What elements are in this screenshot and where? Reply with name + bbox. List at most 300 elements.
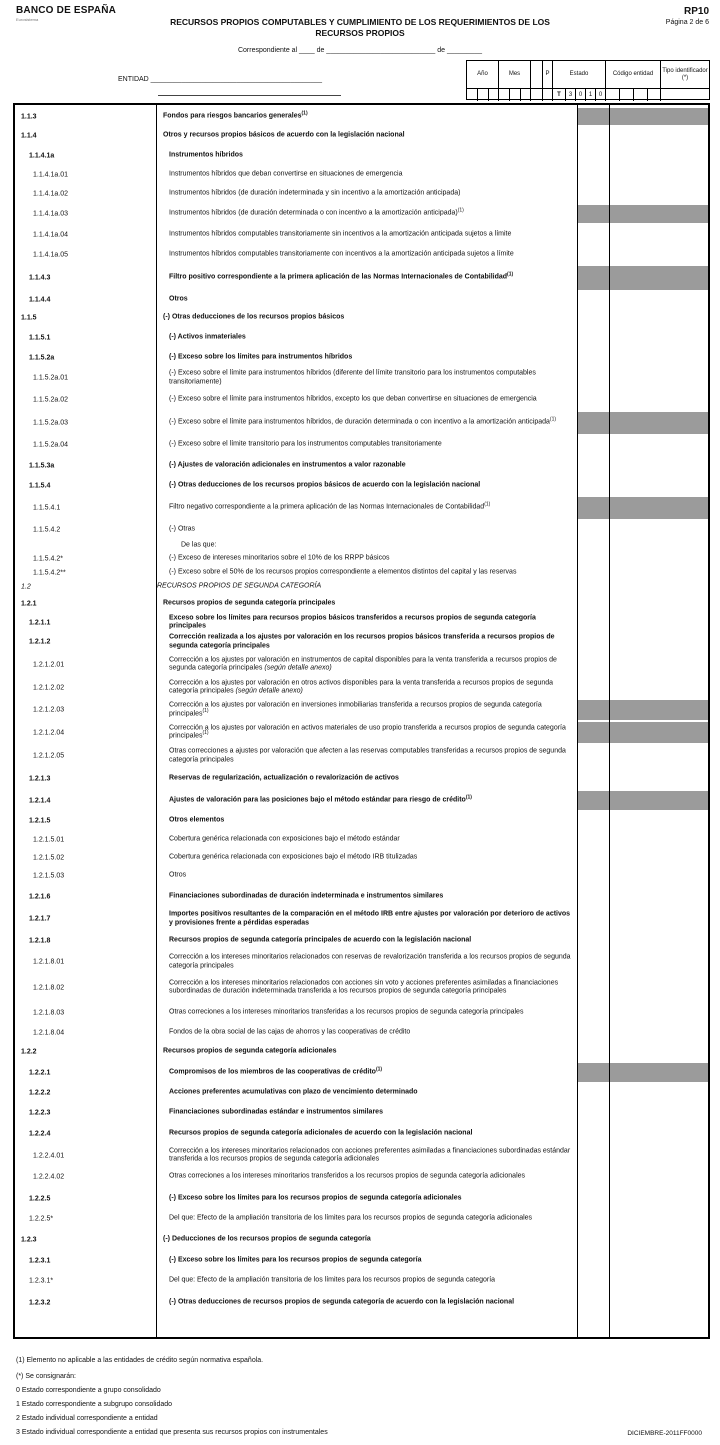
row-description [169,554,573,563]
value-cell-1[interactable] [578,552,609,565]
value-cell-2[interactable] [610,1271,708,1291]
row-code: 1.2.1.8.04 [33,1029,65,1036]
row-description-text: (-) Otras [169,525,196,533]
row-code: 1.1.5.4.2** [33,569,66,576]
value-cell-2 [610,412,708,434]
value-cell-1[interactable] [578,768,609,790]
value-cell-2[interactable] [610,1229,708,1250]
year-cell-2[interactable] [478,89,489,101]
value-cell-1[interactable] [578,811,609,831]
row-description [169,271,573,283]
value-cell-2[interactable] [610,973,708,1002]
value-cell-1[interactable] [578,291,609,308]
table-row [15,291,708,308]
row-code: 1.1.4.1a.05 [33,251,69,259]
value-cell-2[interactable] [610,848,708,867]
row-description [169,1028,573,1037]
table-row [15,245,708,265]
row-description-text: Otros [169,871,187,879]
value-cell-2[interactable] [610,1002,708,1023]
row-description-text: Corrección a los ajustes por valoración en inversiones inmobiliarias transferida a recursos propios de segunda categoría principales [169,701,542,717]
footnote-1: (1) Elemento no aplicable a las entidades de crédito según normativa española. [16,1357,264,1364]
row-description-text: Del que: Efecto de la ampliación transitoria de los límites para los recursos propios de segunda categoría [169,1276,496,1284]
table-row [15,721,708,744]
row-code: 1.2.1.2.01 [33,661,65,668]
row-code: 1.1.5.4.2* [33,555,63,562]
value-cell-2[interactable] [610,520,708,539]
value-cell-1 [578,108,609,125]
value-cell-1[interactable] [578,1166,609,1188]
row-code: 1.1.4.1a.03 [33,210,69,218]
value-cell-2[interactable] [610,580,708,594]
value-cell-1[interactable] [578,1002,609,1023]
row-code: 1.2.2.4 [29,1130,51,1138]
table-row [15,580,708,594]
row-code: 1.1.5.2a.03 [33,419,69,427]
row-code: 1.2.2.1 [29,1069,51,1076]
page-number: Página 2 de 6 [665,19,709,26]
value-cell-1[interactable] [578,476,609,496]
row-code: 1.2.3.1* [29,1277,54,1285]
value-cell-2[interactable] [610,594,708,614]
row-description-text: (-) Exceso sobre el 50% de los recursos propios correspondiente a elementos distintos del capital y las reservas [169,568,517,576]
footnote-6: 3 Estado individual correspondiente a entidad que presenta sus recursos propios con instrumentales [16,1429,328,1436]
table-row [15,614,708,631]
table-row [15,699,708,721]
value-cell-2[interactable] [610,348,708,367]
row-description [169,1256,573,1265]
value-cell-2 [610,266,708,290]
value-cell-1[interactable] [578,1023,609,1042]
row-note: (según detalle anexo) [264,664,332,672]
row-description-text: De las que: [181,541,217,549]
row-description-text: Filtro negativo correspondiente a la primera aplicación de las Normas Internacionales de Contabilidad [169,503,485,511]
table-row [15,496,708,520]
value-cell-2[interactable] [610,126,708,146]
row-description-text: Recursos propios de segunda categoría adicionales [163,1047,337,1055]
table-row [15,411,708,435]
value-cell-2[interactable] [610,885,708,908]
value-cell-2[interactable] [610,614,708,631]
row-description [163,109,573,121]
value-cell-1[interactable] [578,631,609,653]
value-cell-2[interactable] [610,1083,708,1103]
value-cell-2[interactable] [610,1123,708,1145]
value-cell-1[interactable] [578,146,609,165]
row-description [169,910,573,927]
row-description-text: Otros [169,295,188,303]
value-cell-1[interactable] [578,744,609,768]
year-cell-3[interactable] [489,89,499,101]
row-description [169,979,573,996]
row-code: 1.2 [21,583,31,591]
row-description-text: (-) Activos inmateriales [169,333,246,341]
value-cell-1[interactable] [578,367,609,389]
footnote-marker: (1) [457,207,464,214]
table-row [15,308,708,328]
row-description [181,541,573,550]
row-description [169,334,573,343]
row-description [169,416,573,428]
main-table [13,103,710,1339]
row-description-text: Fondos de la obra social de las cajas de ahorros y las cooperativas de crédito [169,1028,411,1036]
value-cell-2[interactable] [610,367,708,389]
value-cell-1[interactable] [578,1250,609,1271]
value-cell-1[interactable] [578,520,609,539]
value-cell-2[interactable] [610,1042,708,1062]
row-description [169,568,573,577]
table-row [15,768,708,790]
row-description [169,396,573,405]
row-code: 1.2.1.5.03 [33,872,65,880]
row-code: 1.2.2.5 [29,1195,51,1202]
entity-code-cell-4[interactable] [648,89,661,101]
value-cell-2[interactable] [610,539,708,552]
row-code: 1.2.2.4.01 [33,1152,65,1159]
value-cell-1[interactable] [578,676,609,699]
row-description-text: (-) Exceso sobre los límites para los recursos propios de segunda categoría adicionales [169,1194,462,1202]
value-cell-1[interactable] [578,1145,609,1166]
footnote-4: 1 Estado correspondiente a subgrupo consolidado [16,1401,173,1408]
value-cell-2 [610,205,708,223]
value-cell-1[interactable] [578,1188,609,1209]
footnote-marker: (1) [202,707,209,714]
row-code: 1.1.5.4 [29,482,51,490]
row-code: 1.1.5.2a.02 [33,396,69,404]
value-cell-2[interactable] [610,552,708,565]
row-description-text: Otros y recursos propios básicos de acuerdo con la legislación nacional [163,131,405,139]
entity-blank-line [158,95,341,96]
row-code: 1.2.1 [21,600,37,608]
table-row [15,1229,708,1250]
row-code: 1.2.2.5* [29,1215,54,1223]
row-code: 1.1.5.2a.01 [33,374,69,382]
value-cell-1[interactable] [578,184,609,204]
row-code: 1.1.5.2a [29,354,55,361]
row-description-text: Corrección realizada a los ajustes por valoración en los recursos propios básicos transferida a recursos propios de segunda categoría principales [169,633,555,649]
value-cell-1[interactable] [578,848,609,867]
row-description [169,724,573,741]
value-cell-2[interactable] [610,291,708,308]
row-description-text: Corrección a los intereses minoritarios relacionados con acciones preferentes asimiladas a financiaciones subordinadas estándar transferida a los recursos propios de segunda categoría adicionales [169,1146,571,1163]
row-description [169,656,573,673]
state-cell-4: 1 [586,89,596,101]
table-row [15,744,708,768]
row-description [169,1109,573,1118]
value-cell-1[interactable] [578,1083,609,1103]
row-code: 1.2.1.2.03 [33,706,65,714]
value-cell-1[interactable] [578,539,609,552]
entity-code-cell-1[interactable] [606,89,620,101]
value-cell-2[interactable] [610,653,708,676]
row-description [163,1048,573,1057]
row-description-text: Corrección a los intereses minoritarios relacionados con reservas de revalorización transferida a los recursos propios de segunda categoría principales [169,953,571,969]
footnote-marker: (1) [549,416,557,423]
table-row [15,1166,708,1188]
table-row [15,1123,708,1145]
table-row [15,676,708,699]
row-description-text: Recursos propios de segunda categoría adicionales de acuerdo con la legislación nacional [169,1129,473,1137]
row-description-text: Fondos para riesgos bancarios generales [163,112,302,120]
value-cell-2[interactable] [610,1209,708,1229]
value-cell-1[interactable] [578,594,609,614]
value-cell-2[interactable] [610,811,708,831]
row-code: 1.2.1.2 [29,638,51,646]
value-cell-2[interactable] [610,631,708,653]
value-cell-2[interactable] [610,1145,708,1166]
value-cell-1[interactable] [578,565,609,580]
row-description-text: (-) Exceso sobre el límite para instrumentos híbridos (diferente del límite transitorio para los instrumentos computables transitoriamente) [169,369,536,385]
table-row [15,539,708,552]
row-description [169,747,573,764]
row-code: 1.2.2.2 [29,1089,51,1097]
row-description-text: Corrección a los ajustes por valoración en activos materiales de uso propio transferida a recursos propios de segunda categoría principales [169,723,566,740]
row-description [169,251,573,260]
row-code: 1.2.1.2.02 [33,684,65,691]
table-row [15,653,708,676]
value-cell-1[interactable] [578,1291,609,1314]
footnote-marker: (1) [375,1065,383,1072]
row-code: 1.2.1.3 [29,775,51,783]
value-cell-1[interactable] [578,951,609,973]
value-cell-1[interactable] [578,580,609,594]
table-row [15,908,708,930]
row-code: 1.2.1.4 [29,797,51,804]
value-cell-1[interactable] [578,1123,609,1145]
entity-line: ENTIDAD ____________________________________________ [118,76,322,83]
row-description [163,314,573,323]
table-row [15,1103,708,1123]
table-row [15,1042,708,1062]
row-description-text: Cobertura genérica relacionada con exposiciones bajo el método IRB titulizadas [169,853,418,861]
value-cell-2[interactable] [610,676,708,699]
value-cell-1[interactable] [578,973,609,1002]
table-row [15,184,708,204]
table-row [15,631,708,653]
table-row [15,848,708,867]
row-description [169,1298,573,1307]
row-description [169,369,573,386]
row-description [169,1215,573,1224]
value-cell-2[interactable] [610,224,708,245]
row-description-text: Otras correcciones a ajustes por valoración que afecten a las reservas computables transferidas a recursos propios de segunda categoría principales [169,747,566,763]
table-row [15,165,708,184]
value-cell-1[interactable] [578,328,609,348]
row-description [163,1235,573,1244]
row-description [169,793,573,805]
value-cell-2[interactable] [610,165,708,184]
row-code: 1.2.2.4.02 [33,1173,65,1181]
row-code: 1.2.1.8.02 [33,984,65,991]
year-cell-1[interactable] [467,89,478,101]
row-description [169,1008,573,1017]
value-cell-2[interactable] [610,1103,708,1123]
value-cell-1[interactable] [578,126,609,146]
value-cell-1[interactable] [578,885,609,908]
value-cell-2[interactable] [610,389,708,411]
row-description [169,525,573,534]
table-row [15,973,708,1002]
row-code: 1.1.5.4.2 [33,526,61,533]
value-cell-1[interactable] [578,930,609,951]
row-description [169,230,573,239]
value-cell-2[interactable] [610,1291,708,1314]
month-cell-2[interactable] [510,89,521,101]
value-cell-2[interactable] [610,328,708,348]
month-cell-3[interactable] [521,89,531,101]
row-description-text: Importes positivos resultantes de la comparación en el método IRB entre ajustes por valoración por deterioro de activos y provisiones frente a pérdidas esperadas [169,910,571,926]
value-cell-1[interactable] [578,224,609,245]
table-row [15,1145,708,1166]
value-cell-2[interactable] [610,930,708,951]
value-cell-1[interactable] [578,1209,609,1229]
row-code: 1.2.1.1 [29,619,51,626]
value-cell-2[interactable] [610,455,708,476]
footnote-marker: (1) [465,793,472,800]
row-description-text: Corrección a los ajustes por valoración en instrumentos de capital disponibles para la venta transferida a recursos propios de segunda categoría principales [169,655,557,672]
row-description [169,953,573,970]
row-description [169,1147,573,1164]
row-description-text: Instrumentos híbridos computables transitoriamente sin incentivos a la amortización anticipada sujetos a límite [169,230,512,238]
value-cell-2[interactable] [610,476,708,496]
row-code: 1.1.5.2a.04 [33,441,69,449]
state-cell-5: 0 [596,89,606,101]
value-cell-1 [578,700,609,720]
row-description [169,936,573,945]
table-row [15,389,708,411]
row-description [163,600,573,609]
row-description [157,583,567,592]
identifier-type-cell[interactable] [661,89,709,101]
value-cell-1[interactable] [578,1271,609,1291]
value-cell-1 [578,497,609,519]
row-code: 1.1.3 [21,113,37,120]
value-cell-1[interactable] [578,614,609,631]
row-description-text: Otras correciones a los intereses minoritarios transferidos a los recursos propios de segunda categoría adicionales [169,1172,526,1180]
table-row [15,594,708,614]
document-title [150,17,570,39]
bank-logo [16,5,116,22]
value-cell-2[interactable] [610,867,708,885]
value-cell-1[interactable] [578,308,609,328]
row-description [169,633,573,650]
value-cell-2[interactable] [610,908,708,930]
value-cell-2[interactable] [610,744,708,768]
row-description-text: (-) Otras deducciones de recursos propios de segunda categoría de acuerdo con la legislación nacional [169,1298,515,1306]
value-cell-2[interactable] [610,435,708,455]
table-row [15,224,708,245]
value-cell-2[interactable] [610,245,708,265]
value-cell-2[interactable] [610,831,708,848]
row-code: 1.1.5.4.1 [33,504,61,512]
entity-code-label: Código entidad [606,61,661,88]
value-cell-1[interactable] [578,1042,609,1062]
row-description [169,817,573,826]
value-cell-1[interactable] [578,435,609,455]
row-description [169,872,573,881]
value-cell-2[interactable] [610,1188,708,1209]
row-code: 1.2.3 [21,1236,37,1243]
table-row [15,1291,708,1314]
value-cell-2 [610,700,708,720]
value-cell-1[interactable] [578,1103,609,1123]
table-row [15,1250,708,1271]
title-line-1: RECURSOS PROPIOS COMPUTABLES Y CUMPLIMIENTO DE LOS REQUERIMIENTOS DE LOS [170,17,550,27]
value-cell-2 [610,497,708,519]
row-code: 1.2.1.5 [29,817,51,825]
value-cell-2[interactable] [610,768,708,790]
blank-header-cell [531,61,543,88]
row-code: 1.2.1.2.05 [33,752,65,760]
row-description [169,441,573,450]
value-cell-1[interactable] [578,831,609,848]
value-cell-1[interactable] [578,1229,609,1250]
value-cell-2[interactable] [610,951,708,973]
month-cell-1[interactable] [499,89,510,101]
state-cell-2: 3 [566,89,576,101]
row-description-text: Ajustes de valoración para las posiciones bajo el método estándar para riesgo de crédito [169,796,466,804]
table-row [15,1002,708,1023]
value-cell-1[interactable] [578,653,609,676]
row-description [169,151,573,160]
row-description [169,679,573,696]
value-cell-2[interactable] [610,146,708,165]
row-description-text: Instrumentos híbridos computables transitoriamente con incentivos a la amortización anticipada sujetos a límite [169,250,514,258]
row-code: 1.1.4.4 [29,296,51,303]
value-cell-1[interactable] [578,867,609,885]
p-cell[interactable] [543,89,553,101]
row-description-text: (-) Otras deducciones de los recursos propios básicos [163,313,345,321]
row-description-text: Otras correciones a los intereses minoritarios transferidas a los recursos propios de segunda categoría principales [169,1008,524,1016]
period-line: Correspondiente al ____ de ____________________________ de _________ [237,47,483,54]
row-note: (según detalle anexo) [235,687,303,695]
entity-code-cell-3[interactable] [634,89,648,101]
value-cell-2[interactable] [610,565,708,580]
value-cell-2[interactable] [610,1250,708,1271]
row-description [169,295,573,304]
entity-code-cell-2[interactable] [620,89,634,101]
row-description-text: (-) Exceso de intereses minoritarios sobre el 10% de los RRPP básicos [169,554,390,562]
value-cell-1[interactable] [578,348,609,367]
identification-box [466,60,710,100]
table-row [15,1209,708,1229]
value-cell-2[interactable] [610,1023,708,1042]
value-cell-1[interactable] [578,165,609,184]
value-cell-1[interactable] [578,908,609,930]
value-cell-2[interactable] [610,308,708,328]
value-cell-2[interactable] [610,1166,708,1188]
table-row [15,790,708,811]
row-description-text: Reservas de regularización, actualización o revalorización de activos [169,774,399,782]
row-code: 1.2.2.3 [29,1109,51,1117]
row-description-text: (-) Exceso sobre los límites para instrumentos híbridos [169,353,353,361]
row-code: 1.1.4 [21,132,37,140]
value-cell-2[interactable] [610,184,708,204]
value-cell-1[interactable] [578,245,609,265]
table-row [15,265,708,291]
row-description [169,1130,573,1139]
table-row [15,831,708,848]
row-description-text: Acciones preferentes acumulativas con plazo de vencimiento determinado [169,1088,418,1096]
row-description [169,614,573,631]
row-description [169,835,573,844]
year-label: Año [467,61,499,88]
row-code: 1.2.1.5.01 [33,836,65,843]
value-cell-1[interactable] [578,455,609,476]
row-description-text: Otros elementos [169,816,225,824]
row-code: 1.1.5.3a [29,462,55,469]
value-cell-1[interactable] [578,389,609,411]
